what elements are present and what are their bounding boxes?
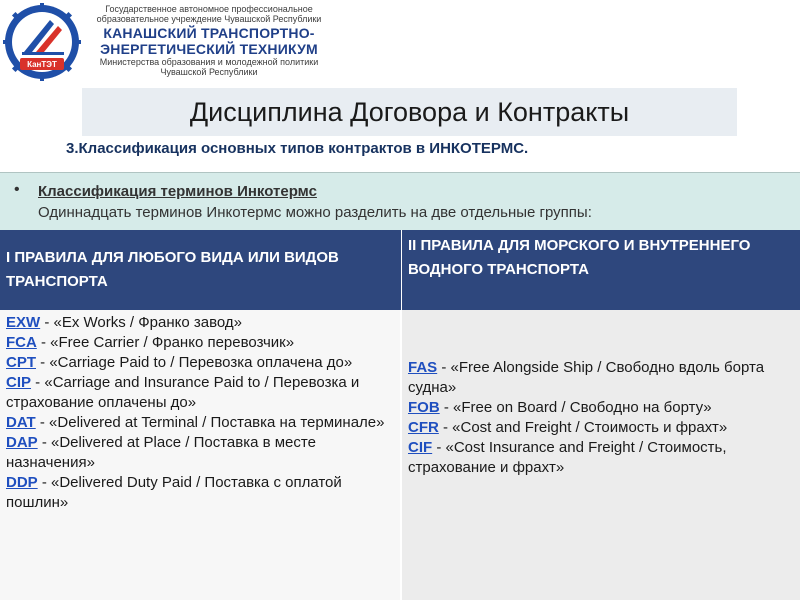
term-description: - «Delivered Duty Paid / Поставка с оплатой пошлин» [6,474,342,511]
term-entry [408,438,794,478]
org-name-2: ЭНЕРГЕТИЧЕСКИЙ ТЕХНИКУМ [100,40,318,57]
term-link[interactable]: FOB [408,399,440,416]
org-line-4: Чувашской Республики [160,67,258,78]
term-entry [408,398,794,418]
term-link[interactable]: CIF [408,439,433,456]
term-link[interactable]: FCA [6,334,37,351]
incoterms-table [0,230,800,600]
term-link[interactable]: FAS [408,359,438,376]
page-title: Дисциплина Договора и Контракты [189,97,630,127]
term-entry [6,413,394,433]
classification-box [0,172,800,231]
term-entry [6,333,394,353]
org-line-3: Министерства образования и молодежной политики [99,56,319,67]
term-link[interactable]: CIP [6,374,32,391]
logo-text: КанТЭТ [27,60,57,69]
term-description: - «Carriage and Insurance Paid to / Перевозка и страхование оплачены до» [6,374,360,411]
org-line-2: образовательное учреждение Чувашской Республики [96,14,322,25]
term-description: - «Delivered at Terminal / Поставка на терминале» [35,414,385,431]
term-description: - «Free Alongside Ship / Свободно вдоль борта судна» [408,359,765,396]
title-bar [82,88,737,136]
term-entry [408,418,794,438]
term-link[interactable]: EXW [6,314,41,331]
organization-header [84,4,334,78]
classification-body: Одиннадцать терминов Инкотермс можно разделить на две отдельные группы: [38,204,592,221]
term-description: - «Carriage Paid to / Перевозка оплачена до» [36,354,353,371]
org-line-1: Государственное автономное профессиональное [105,4,313,14]
term-entry [6,433,394,473]
term-description: - «Cost Insurance and Freight / Стоимость, страхование и фрахт» [408,439,727,476]
term-link[interactable]: CPT [6,354,36,371]
term-description: - «Free on Board / Свободно на борту» [439,399,712,416]
bullet-icon: • [14,181,20,198]
term-entry [6,473,394,513]
term-entry [6,313,394,333]
term-link[interactable]: CFR [408,419,439,436]
term-description: - «Cost and Freight / Стоимость и фрахт» [438,419,728,436]
column-header-any-transport: I ПРАВИЛА ДЛЯ ЛЮБОГО ВИДА ИЛИ ВИДОВ ТРАНСПОРТА [0,230,402,310]
column-any-transport [0,310,402,600]
term-link[interactable]: DAT [6,414,36,431]
org-name-1: КАНАШСКИЙ ТРАНСПОРТНО- [103,24,315,41]
term-description: - «Ex Works / Франко завод» [40,314,242,331]
term-entry [408,358,794,398]
term-entry [6,373,394,413]
column-header-sea-transport: II ПРАВИЛА ДЛЯ МОРСКОГО И ВНУТРЕННЕГО ВОДНОГО ТРАНСПОРТА [402,230,800,310]
term-link[interactable]: DAP [6,434,38,451]
term-entry [6,353,394,373]
classification-heading: Классификация терминов Инкотермс [38,183,317,200]
term-link[interactable]: DDP [6,474,38,491]
term-description: - «Free Carrier / Франко перевозчик» [36,334,295,351]
section-subtitle: 3.Классификация основных типов контрактов в ИНКОТЕРМС. [66,140,529,157]
term-description: - «Delivered at Place / Поставка в месте назначения» [6,434,316,471]
college-logo [2,2,82,82]
column-sea-transport [402,310,800,600]
